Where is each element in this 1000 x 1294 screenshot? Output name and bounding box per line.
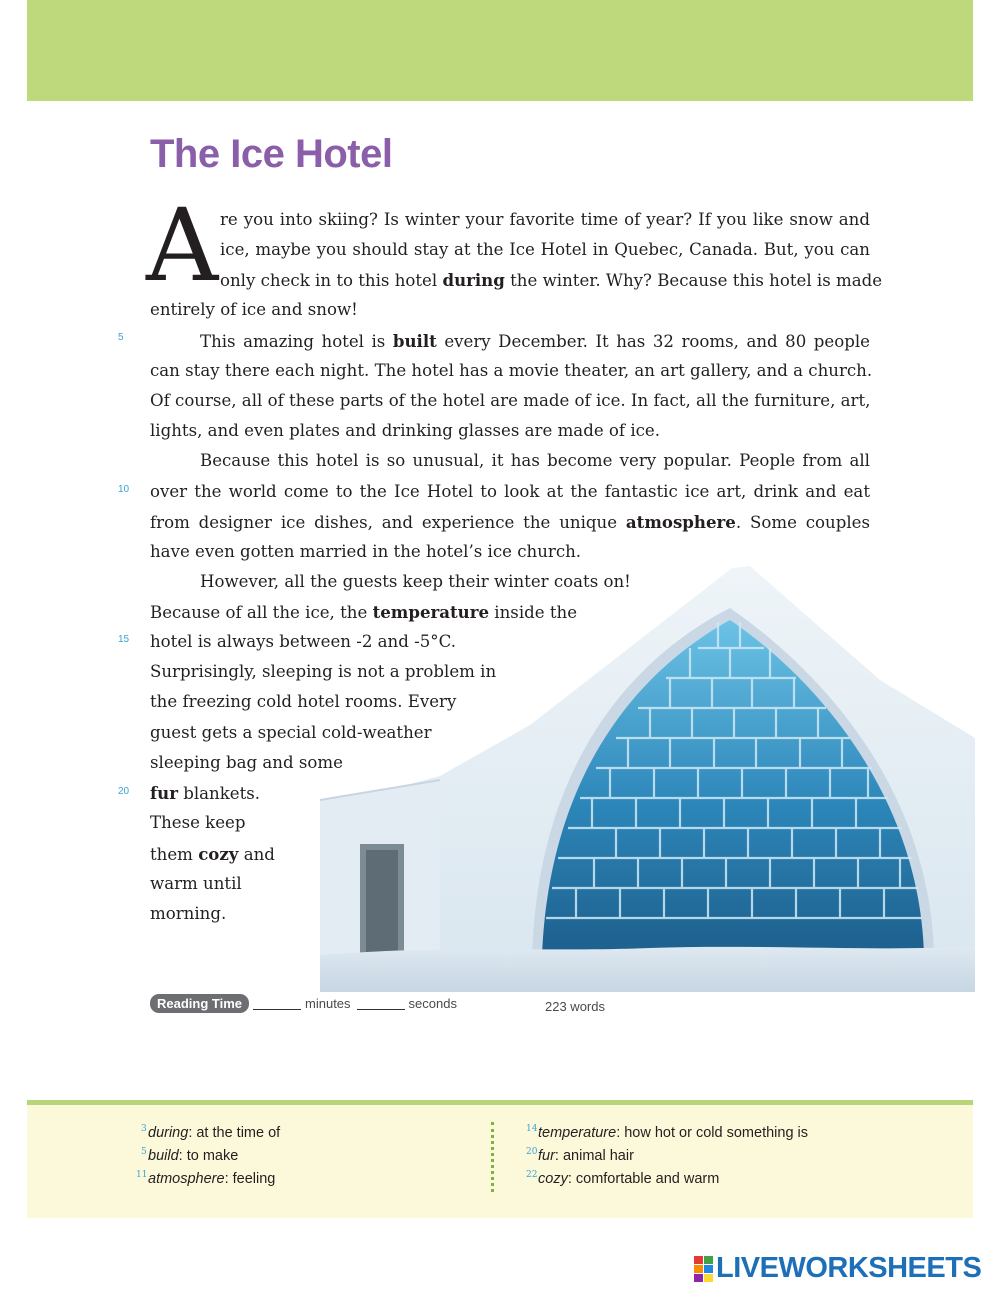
text-line: entirely of ice and snow! bbox=[150, 300, 358, 319]
vocab-word: built bbox=[392, 331, 437, 351]
drop-cap: A bbox=[146, 187, 219, 304]
header-band bbox=[27, 0, 973, 101]
text-line: the freezing cold hotel rooms. Every bbox=[150, 692, 457, 711]
glossary-entry: build: to make bbox=[148, 1148, 239, 1164]
liveworksheets-logo bbox=[694, 1252, 981, 1285]
line-number: 20 bbox=[118, 786, 130, 797]
text-line: over the world come to the Ice Hotel to look at the fantastic ice art, drink and eat bbox=[150, 482, 870, 501]
line-number: 15 bbox=[118, 634, 130, 645]
text-line: have even gotten married in the hotel’s ice church. bbox=[150, 542, 582, 561]
glossary-entry: temperature: how hot or cold something is bbox=[538, 1125, 809, 1141]
text-line: morning. bbox=[150, 904, 227, 923]
seconds-label: seconds bbox=[408, 996, 457, 1011]
text-line: This amazing hotel is built every December. It has 32 rooms, and 80 people bbox=[200, 331, 870, 351]
glossary-divider bbox=[491, 1122, 494, 1192]
text-line: fur blankets. bbox=[150, 783, 261, 803]
vocab-word: temperature bbox=[372, 602, 490, 622]
text-line: However, all the guests keep their winter coats on! bbox=[200, 572, 631, 591]
glossary-entry: fur: animal hair bbox=[538, 1148, 634, 1164]
line-number: 10 bbox=[118, 484, 130, 495]
word-count: 223 words bbox=[545, 999, 605, 1014]
text-line: sleeping bag and some bbox=[150, 753, 343, 772]
text-line: re you into skiing? Is winter your favorite time of year? If you like snow and bbox=[220, 210, 870, 229]
text-line: Surprisingly, sleeping is not a problem in bbox=[150, 662, 497, 681]
page-title: The Ice Hotel bbox=[150, 132, 393, 176]
minutes-label: minutes bbox=[305, 996, 351, 1011]
vocab-word: atmosphere bbox=[625, 512, 736, 532]
text-line: only check in to this hotel during the winter. Why? Because this hotel is made bbox=[220, 270, 883, 290]
text-line: them cozy and bbox=[150, 844, 275, 864]
text-line: Because this hotel is so unusual, it has become very popular. People from all bbox=[200, 451, 870, 470]
text-line: ice, maybe you should stay at the Ice Hotel in Quebec, Canada. But, you can bbox=[220, 240, 870, 259]
brand-icon bbox=[694, 1256, 713, 1282]
glossary-entry: during: at the time of bbox=[148, 1125, 281, 1141]
seconds-blank[interactable] bbox=[357, 997, 405, 1010]
glossary-line-number: 20 bbox=[526, 1147, 538, 1157]
text-line: guest gets a special cold-weather bbox=[150, 723, 432, 742]
snow-ground bbox=[320, 946, 975, 992]
text-line: These keep bbox=[150, 813, 246, 832]
brand-name: LIVEWORKSHEETS bbox=[716, 1252, 982, 1284]
text-line: hotel is always between -2 and -5°C. bbox=[150, 632, 456, 651]
glossary-line-number: 22 bbox=[526, 1170, 538, 1180]
vocab-word: during bbox=[442, 270, 505, 290]
glossary-line-number: 11 bbox=[136, 1170, 148, 1180]
glossary-line-number: 3 bbox=[141, 1124, 147, 1134]
glossary-entry: atmosphere: feeling bbox=[148, 1171, 276, 1187]
ice-hotel-photo bbox=[320, 560, 975, 992]
reading-time bbox=[150, 994, 457, 1013]
text-line: Because of all the ice, the temperature inside the bbox=[150, 602, 578, 622]
text-line: can stay there each night. The hotel has a movie theater, an art gallery, and a church. bbox=[150, 361, 873, 380]
glossary-line-number: 14 bbox=[526, 1124, 538, 1134]
text-line: Of course, all of these parts of the hotel are made of ice. In fact, all the furniture, art, bbox=[150, 391, 871, 410]
glossary-entry: cozy: comfortable and warm bbox=[538, 1171, 720, 1187]
line-number: 5 bbox=[118, 332, 124, 343]
vocab-word: cozy bbox=[198, 844, 239, 864]
glossary-line-number: 5 bbox=[141, 1147, 147, 1157]
vocab-word: fur bbox=[150, 783, 178, 803]
text-line: lights, and even plates and drinking glasses are made of ice. bbox=[150, 421, 661, 440]
text-line: from designer ice dishes, and experience the unique atmosphere. Some couples bbox=[150, 512, 870, 532]
minutes-blank[interactable] bbox=[253, 997, 301, 1010]
text-line: warm until bbox=[150, 874, 242, 893]
reading-time-badge: Reading Time bbox=[150, 994, 249, 1013]
